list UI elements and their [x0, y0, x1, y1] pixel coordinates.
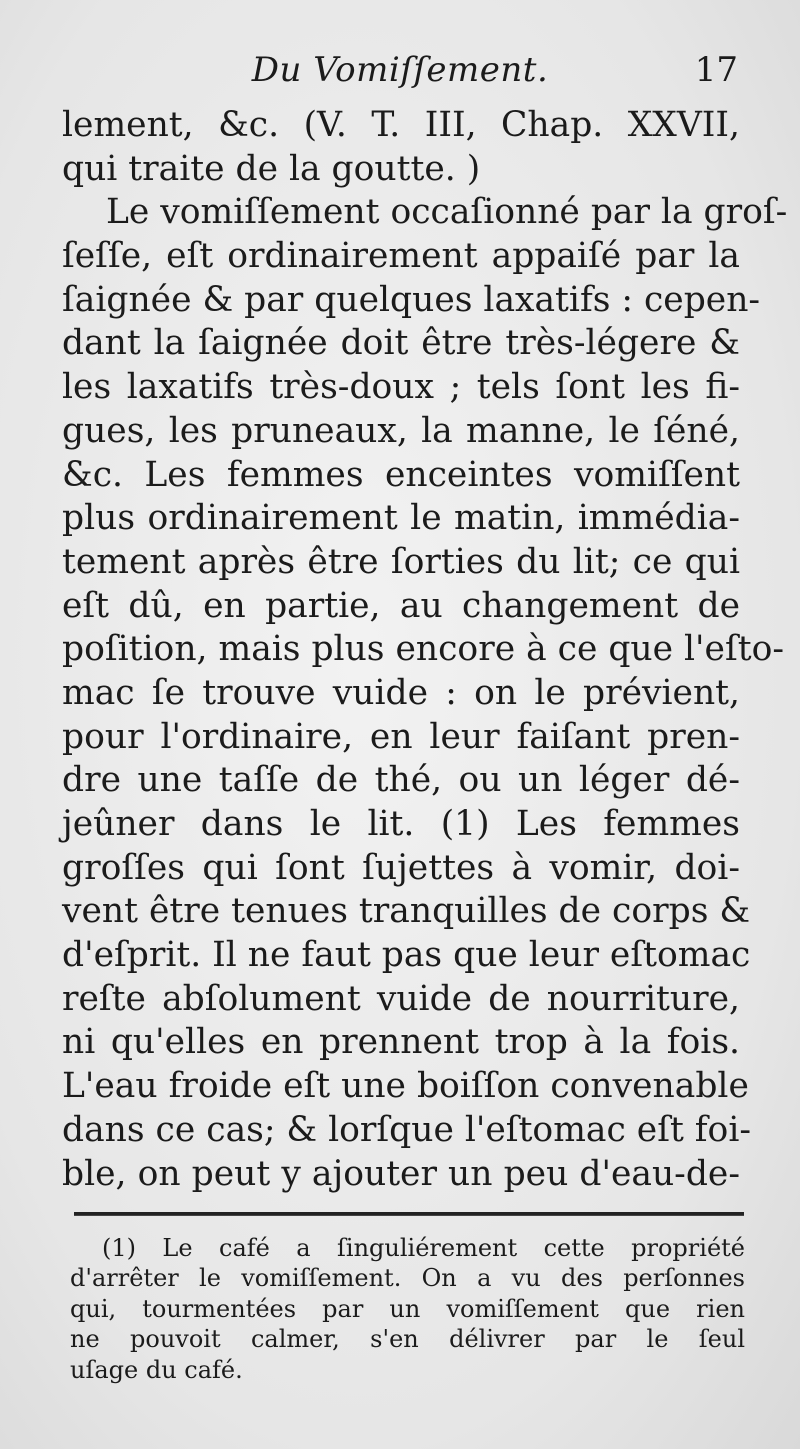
text-line: jeûner dans le lit. (1) Les femmes — [62, 804, 740, 844]
text-line: vent être tenues tranquilles de corps & — [62, 891, 751, 932]
text-line: qui traite de la goutte. ) — [62, 148, 481, 189]
text-line: &c. Les femmes enceintes vomiſſent — [62, 454, 740, 495]
text-line: plus ordinairement le matin, immédia- — [62, 498, 740, 539]
text-line: gues, les pruneaux, la manne, le ſéné, — [62, 410, 740, 451]
page-number: 17 — [694, 50, 738, 90]
text-line: poſition, mais plus encore à ce que l'eſto- — [62, 629, 785, 670]
footnote — [70, 1233, 745, 1385]
text-line: d'eſprit. Il ne faut pas que leur eſtomac — [62, 935, 751, 976]
text-line: mac ſe trouve vuide : on le prévient, — [62, 672, 740, 713]
footnote-line: qui, tourmentées par un vomiſſement que rien — [70, 1294, 745, 1323]
text-line: reſte abſolument vuide de nourriture, — [62, 978, 740, 1019]
text-line: ſeſſe, eſt ordinairement appaiſé par la — [62, 236, 740, 277]
text-line: eſt dû, en partie, au changement de — [62, 585, 740, 626]
footnote-line: ne pouvoit calmer, s'en délivrer par le ſeul — [70, 1325, 745, 1354]
text-line: dre une taſſe de thé, ou un léger dé- — [62, 760, 740, 801]
running-title: Du Vomiſſement. — [251, 50, 549, 90]
text-line: groſſes qui ſont ſujettes à vomir, doi- — [62, 847, 740, 888]
text-line: pour l'ordinaire, en leur faiſant pren- — [62, 716, 740, 757]
text-line: dant la ſaignée doit être très-légere & — [62, 323, 740, 364]
text-line: ble, on peut y ajouter un peu d'eau-de- — [62, 1153, 740, 1194]
page-header — [60, 50, 740, 92]
text-line: ni qu'elles en prennent trop à la fois. — [62, 1022, 740, 1063]
text-line: les laxatifs très-doux ; tels ſont les fi- — [62, 367, 740, 408]
footnote-line: (1) Le café a ſinguliérement cette propriété — [102, 1234, 745, 1262]
text-line: Le vomiſſement occaſionné par la groſ- — [106, 192, 788, 233]
text-line: dans ce cas; & lorſque l'eſtomac eſt foi- — [62, 1109, 752, 1150]
body-text — [62, 104, 788, 1196]
footnote-line: uſage du café. — [70, 1355, 243, 1384]
footnote-line: d'arrêter le vomiſſement. On a vu des perſonnes — [70, 1264, 745, 1293]
text-line: L'eau froide eſt une boiſſon convenable — [62, 1066, 749, 1107]
text-line: tement après être ſorties du lit; ce qui — [62, 541, 740, 582]
footnote-divider — [74, 1212, 744, 1216]
text-line: lement, &c. (V. T. III, Chap. XXVII, — [62, 105, 740, 145]
text-line: ſaignée & par quelques laxatifs : cepen- — [62, 279, 761, 320]
